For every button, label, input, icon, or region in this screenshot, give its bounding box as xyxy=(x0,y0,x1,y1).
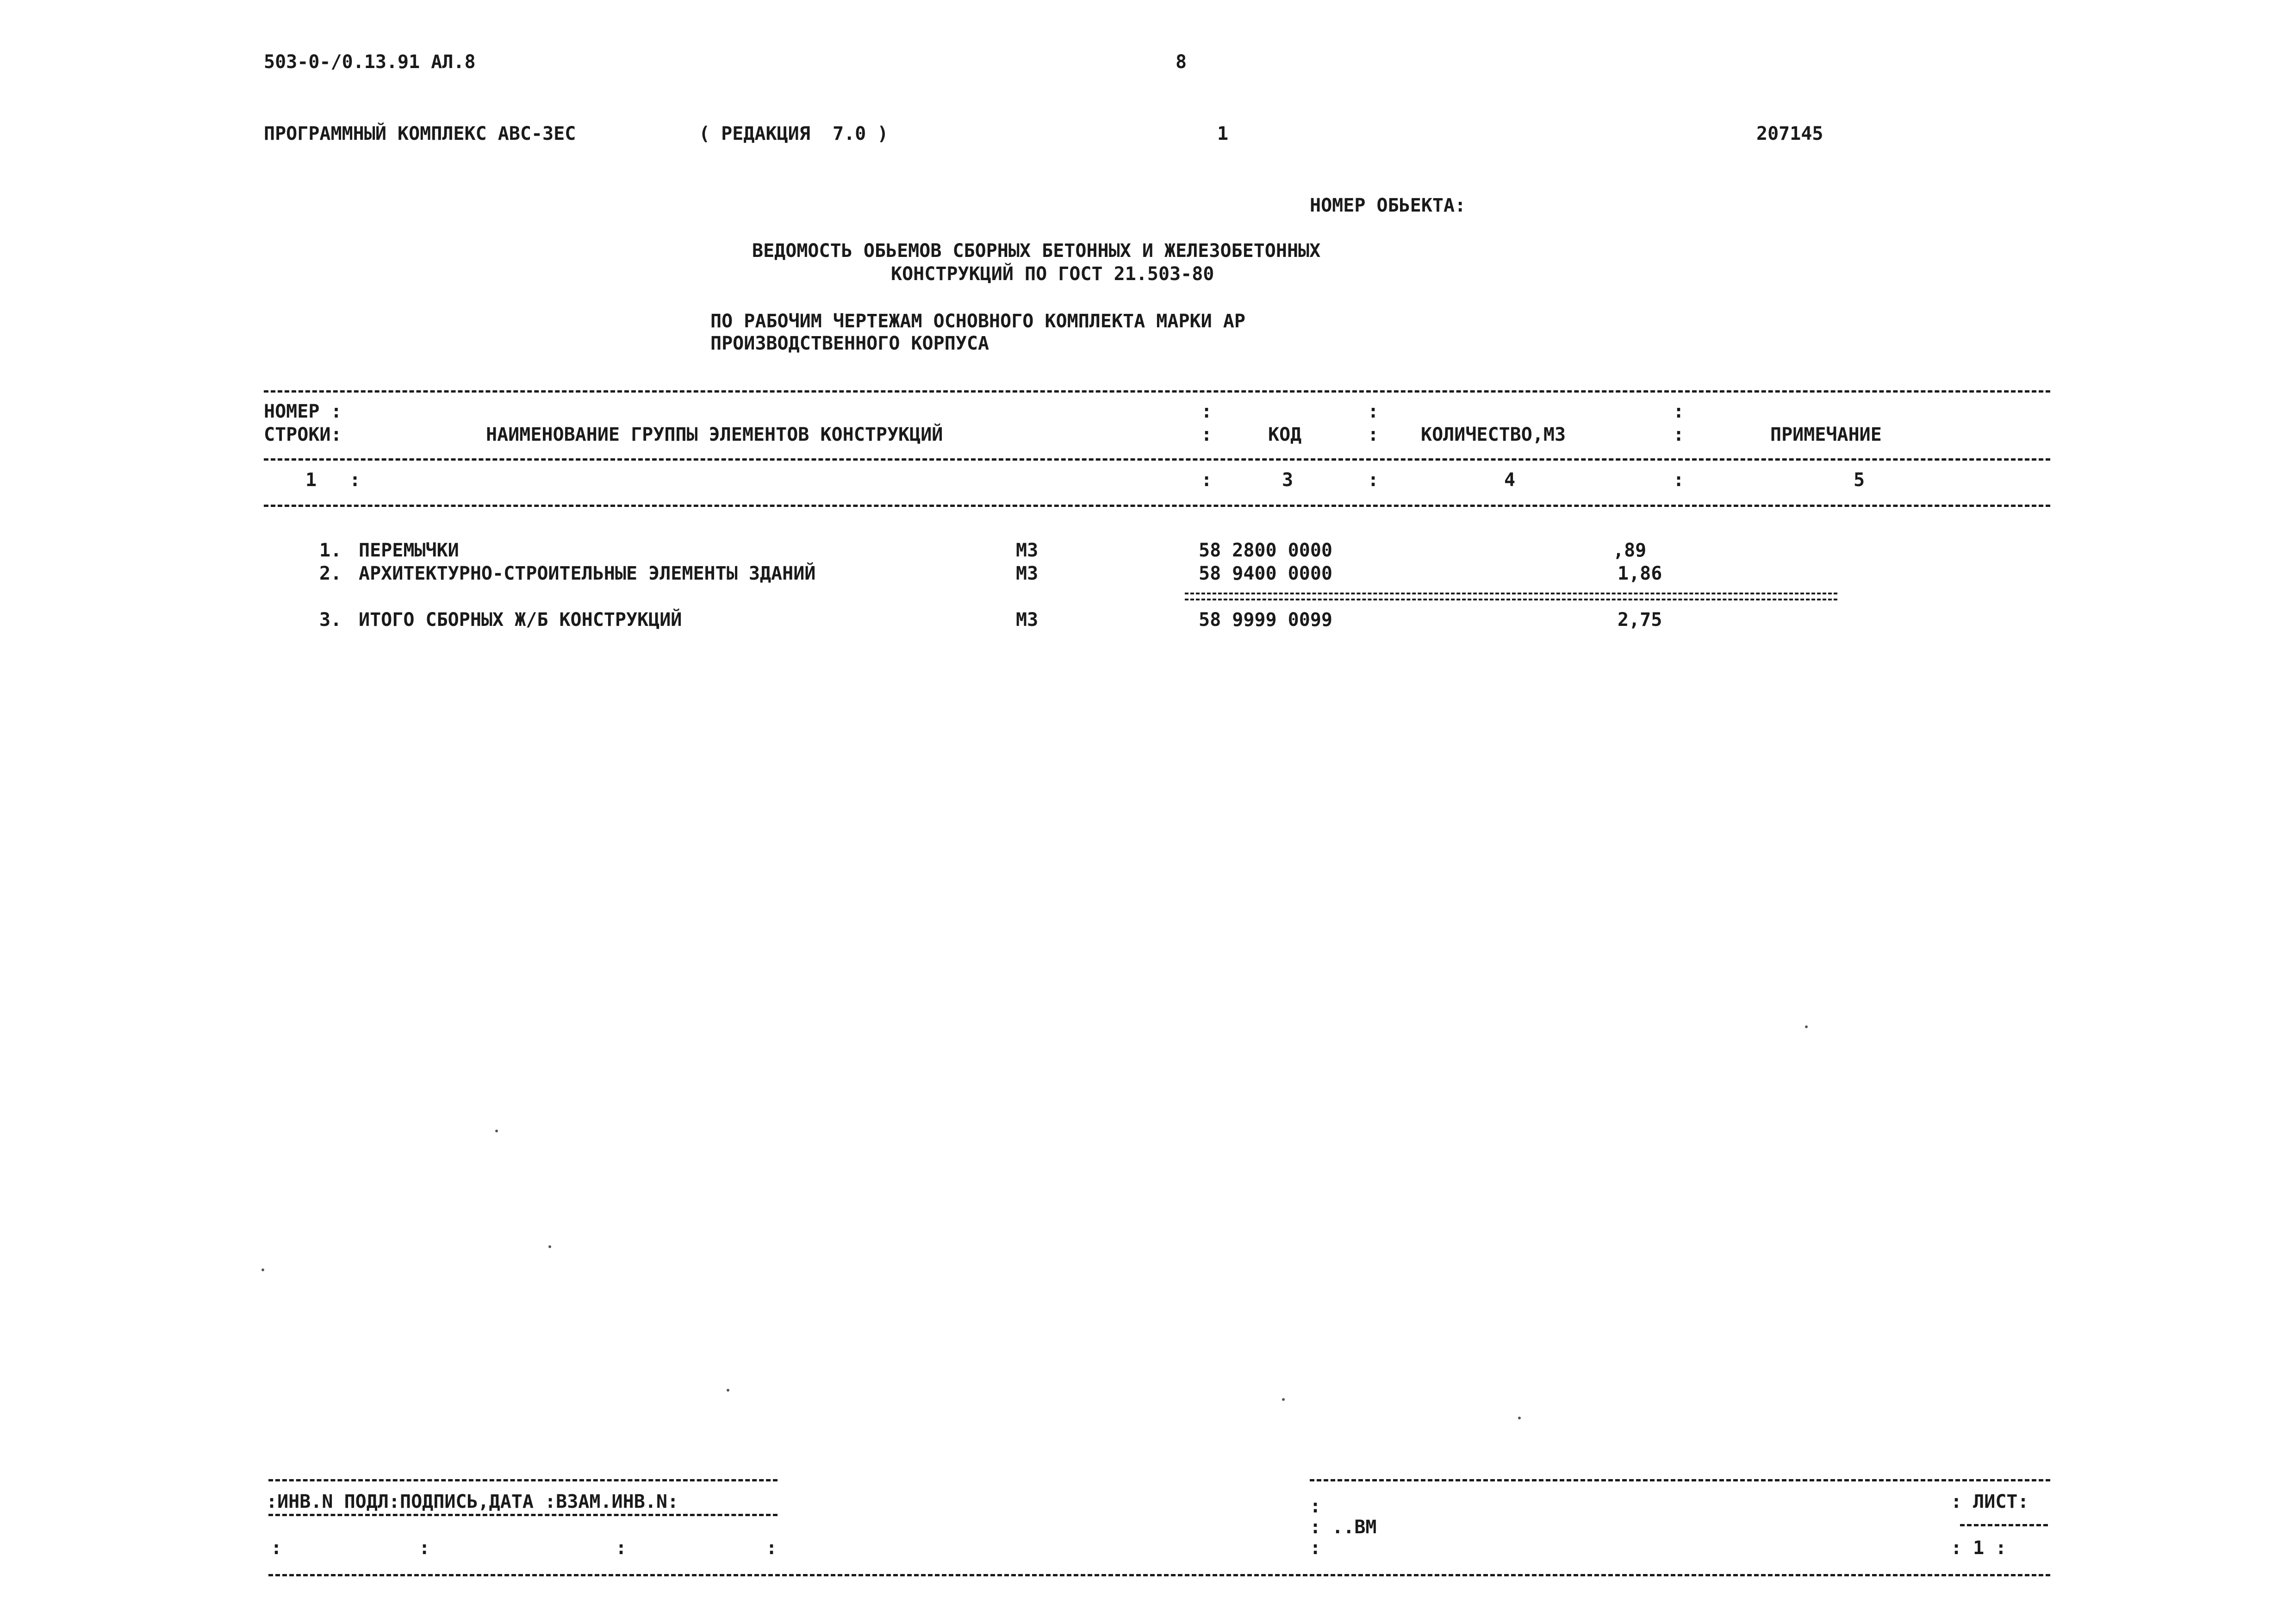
row-unit: М3 xyxy=(1016,563,1039,584)
page-marker: 8 xyxy=(1176,51,1187,73)
total-code: 58 9999 0099 xyxy=(1199,609,1332,631)
document-number: 207145 xyxy=(1756,123,1823,144)
row-code: 58 9400 0000 xyxy=(1199,563,1332,584)
program-name: ПРОГРАММНЫЙ КОМПЛЕКС АВС-3ЕС xyxy=(264,123,576,144)
sheet-rule xyxy=(1960,1524,2048,1529)
program-edition: ( РЕДАКЦИЯ 7.0 ) xyxy=(699,123,889,144)
colnum-5: 5 xyxy=(1854,469,1865,491)
scan-speck xyxy=(1805,1025,1808,1028)
scan-speck xyxy=(727,1389,729,1392)
document-code: 503-0-/0.13.91 АЛ.8 xyxy=(264,51,476,73)
row-number: 1. xyxy=(319,540,342,561)
footer-right-top-rule xyxy=(1310,1479,2050,1484)
colnum-sep-2: : xyxy=(1201,469,1213,491)
scan-speck xyxy=(495,1130,498,1132)
total-quantity: 2,75 xyxy=(1618,609,1662,631)
page-number: 1 xyxy=(1217,123,1229,144)
footer-left-sep-2: : xyxy=(419,1537,430,1559)
footer-left-sep-1: : xyxy=(271,1537,282,1559)
colnum-rule xyxy=(264,505,2050,509)
scan-speck xyxy=(1518,1417,1521,1419)
colnum-4: 4 xyxy=(1504,469,1516,491)
total-name: ИТОГО СБОРНЫХ Ж/Б КОНСТРУКЦИЙ xyxy=(359,609,682,631)
header-sep-2b: : xyxy=(1368,424,1379,445)
header-sep-1b: : xyxy=(1201,424,1213,445)
row-code: 58 2800 0000 xyxy=(1199,540,1332,561)
total-unit: М3 xyxy=(1016,609,1039,631)
footer-left-top-rule xyxy=(268,1479,778,1484)
sheet-label: : ЛИСТ: xyxy=(1951,1491,2029,1512)
header-rule xyxy=(264,458,2050,463)
footer-bottom-rule xyxy=(268,1574,2050,1579)
sheet-number: : 1 : xyxy=(1951,1537,2007,1559)
footer-center-text: : ..ВМ xyxy=(1310,1517,1377,1538)
header-sep-1a: : xyxy=(1201,401,1213,422)
title-line-4: ПРОИЗВОДСТВЕННОГО КОРПУСА xyxy=(710,333,989,354)
title-line-3: ПО РАБОЧИМ ЧЕРТЕЖАМ ОСНОВНОГО КОМПЛЕКТА МАРКИ АР xyxy=(710,311,1245,332)
footer-left-sep-4: : xyxy=(766,1537,778,1559)
footer-left-sep-3: : xyxy=(616,1537,627,1559)
header-sep-3b: : xyxy=(1673,424,1685,445)
row-quantity: 1,86 xyxy=(1618,563,1662,584)
row-unit: М3 xyxy=(1016,540,1039,561)
title-line-1: ВЕДОМОСТЬ ОБЬЕМОВ СБОРНЫХ БЕТОННЫХ И ЖЕЛЕЗОБЕТОННЫХ xyxy=(752,240,1321,262)
row-name: АРХИТЕКТУРНО-СТРОИТЕЛЬНЫЕ ЭЛЕМЕНТЫ ЗДАНИЙ xyxy=(359,563,816,584)
colnum-1: 1 xyxy=(305,469,317,491)
colnum-sep-4: : xyxy=(1673,469,1685,491)
scan-speck xyxy=(1282,1398,1285,1401)
footer-right-sep-1: : xyxy=(1310,1496,1321,1517)
title-line-2: КОНСТРУКЦИЙ ПО ГОСТ 21.503-80 xyxy=(891,263,1214,285)
header-name: НАИМЕНОВАНИЕ ГРУППЫ ЭЛЕМЕНТОВ КОНСТРУКЦИЙ xyxy=(486,424,943,445)
footer-right-sep-2: : xyxy=(1310,1537,1321,1559)
header-code: КОД xyxy=(1268,424,1302,445)
row-quantity: ,89 xyxy=(1613,540,1647,561)
header-sep-2a: : xyxy=(1368,401,1379,422)
scan-speck xyxy=(548,1245,551,1248)
header-note: ПРИМЕЧАНИЕ xyxy=(1770,424,1882,445)
footer-left-mid-rule xyxy=(268,1514,778,1518)
header-sep-3a: : xyxy=(1673,401,1685,422)
colnum-3: 3 xyxy=(1282,469,1294,491)
row-number: 2. xyxy=(319,563,342,584)
footer-left-header: :ИНВ.N ПОДЛ:ПОДПИСЬ,ДАТА :ВЗАМ.ИНВ.N: xyxy=(266,1491,679,1512)
object-number-label: НОМЕР ОБЬЕКТА: xyxy=(1310,195,1466,216)
total-number: 3. xyxy=(319,609,342,631)
colnum-sep-1: : xyxy=(349,469,361,491)
scan-speck xyxy=(261,1268,264,1271)
colnum-sep-3: : xyxy=(1368,469,1379,491)
table-top-rule xyxy=(264,390,2050,395)
header-row-number-2: СТРОКИ: xyxy=(264,424,342,445)
total-double-rule xyxy=(1185,593,1837,600)
row-name: ПЕРЕМЫЧКИ xyxy=(359,540,459,561)
header-quantity: КОЛИЧЕСТВО,М3 xyxy=(1421,424,1566,445)
header-row-number-1: НОМЕР : xyxy=(264,401,342,422)
